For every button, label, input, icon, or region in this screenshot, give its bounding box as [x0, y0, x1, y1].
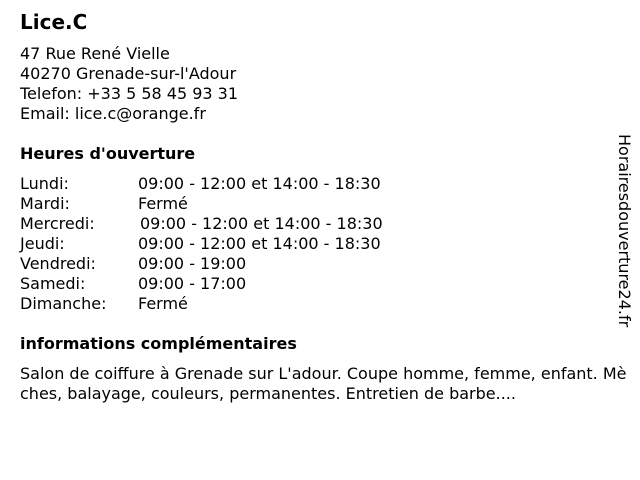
day-label: Samedi: [20, 274, 86, 293]
day-label: Vendredi: [20, 254, 96, 273]
day-label: Jeudi: [20, 234, 65, 253]
hours-row-dimanche [20, 294, 383, 314]
hours-row-lundi [20, 174, 383, 194]
hours-row-vendredi [20, 254, 383, 274]
site-watermark: Horairesdouverture24.fr [615, 134, 634, 328]
hours-row-jeudi [20, 234, 383, 254]
business-description: Salon de coiffure à Grenade sur L'adour. Coupe homme, femme, enfant. Mèches, balayage, couleurs, permanentes. Entretien de barbe.... [20, 364, 627, 403]
phone-number: Telefon: +33 5 58 45 93 31 [20, 84, 239, 103]
hours-row-mardi [20, 194, 383, 214]
day-label: Mardi: [20, 194, 70, 213]
hours-row-mercredi [20, 214, 383, 234]
day-label: Mercredi: [20, 214, 95, 233]
day-hours: 09:00 - 17:00 [138, 274, 247, 293]
day-hours: 09:00 - 12:00 et 14:00 - 18:30 [138, 174, 381, 193]
email-address: Email: lice.c@orange.fr [20, 104, 206, 123]
day-hours: 09:00 - 12:00 et 14:00 - 18:30 [138, 234, 381, 253]
opening-hours-heading: Heures d'ouverture [20, 144, 196, 163]
additional-info-heading: informations complémentaires [20, 334, 297, 353]
address-street: 47 Rue René Vielle [20, 44, 170, 63]
day-hours: 09:00 - 12:00 et 14:00 - 18:30 [140, 214, 383, 233]
contact-block [20, 44, 238, 124]
day-label: Lundi: [20, 174, 69, 193]
day-hours: Fermé [138, 294, 188, 313]
hours-row-samedi [20, 274, 383, 294]
address-city: 40270 Grenade-sur-l'Adour [20, 64, 237, 83]
business-name: Lice.C [20, 10, 88, 34]
day-label: Dimanche: [20, 294, 107, 313]
day-hours: Fermé [138, 194, 188, 213]
opening-hours-table [20, 174, 383, 314]
day-hours: 09:00 - 19:00 [138, 254, 247, 273]
